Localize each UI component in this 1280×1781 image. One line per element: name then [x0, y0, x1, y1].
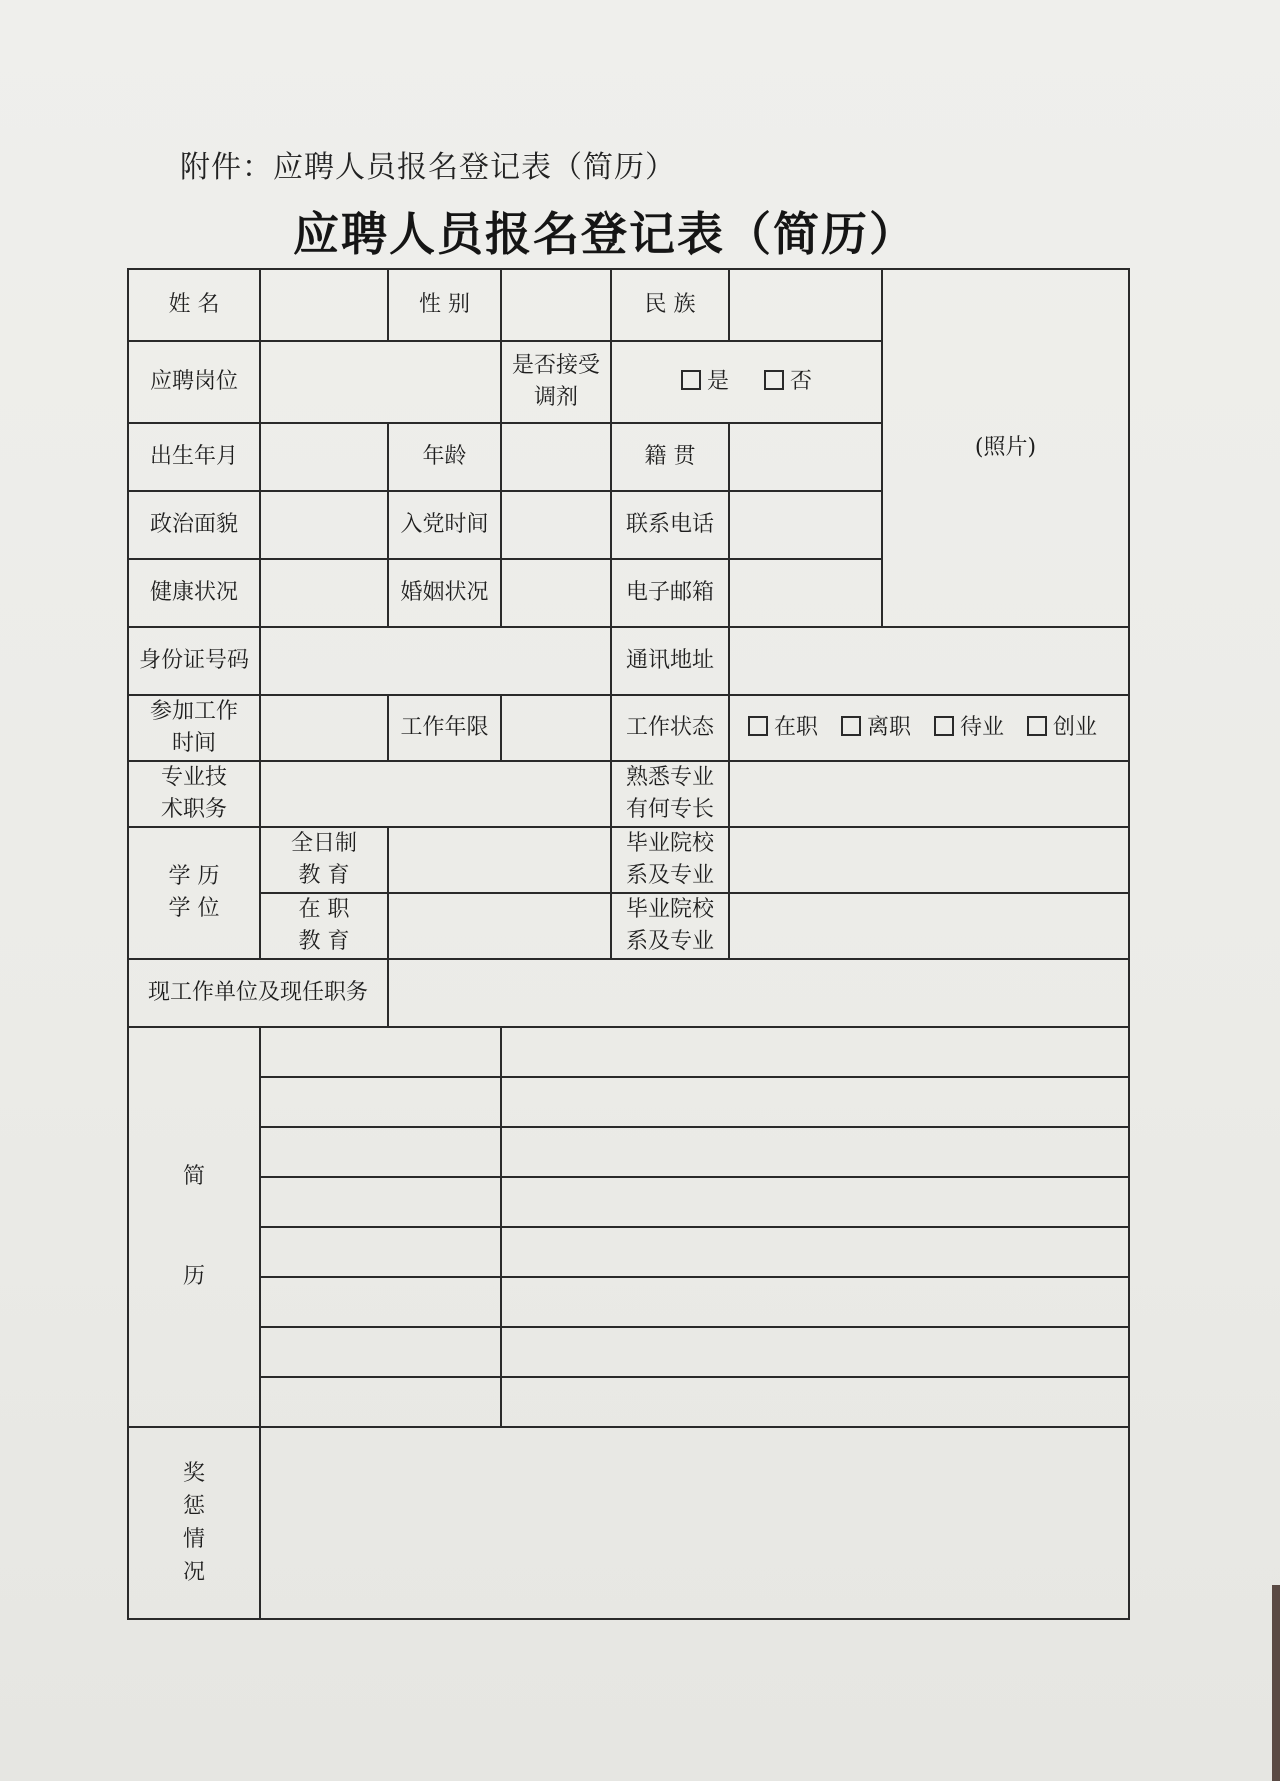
label-political: 政治面貌: [128, 491, 260, 559]
label-fulltime-edu: 全日制 教 育: [260, 827, 388, 893]
form-title: 应聘人员报名登记表（简历）: [293, 207, 917, 261]
resume-period-3[interactable]: [260, 1127, 501, 1177]
field-awards[interactable]: [260, 1427, 1129, 1619]
label-birth: 出生年月: [128, 423, 260, 491]
label-awards: 奖 惩 情 况: [128, 1427, 260, 1619]
field-native-place[interactable]: [729, 423, 882, 491]
resume-entry-8[interactable]: [501, 1377, 1129, 1427]
checkbox-startup[interactable]: [1027, 716, 1047, 736]
resume-period-1[interactable]: [260, 1027, 501, 1077]
field-email[interactable]: [729, 559, 882, 627]
resume-entry-3[interactable]: [501, 1127, 1129, 1177]
resume-entry-1[interactable]: [501, 1027, 1129, 1077]
resume-entry-2[interactable]: [501, 1077, 1129, 1127]
resume-entry-7[interactable]: [501, 1327, 1129, 1377]
status-option-resigned[interactable]: 离职: [841, 712, 911, 744]
label-school-inservice: 毕业院校 系及专业: [611, 893, 729, 959]
field-health[interactable]: [260, 559, 388, 627]
status-option-unemployed[interactable]: 待业: [934, 712, 1004, 744]
resume-period-4[interactable]: [260, 1177, 501, 1227]
resume-entry-4[interactable]: [501, 1177, 1129, 1227]
label-gender: 性 别: [388, 269, 501, 341]
field-school-fulltime[interactable]: [729, 827, 1129, 893]
field-phone[interactable]: [729, 491, 882, 559]
accept-transfer-options: [611, 341, 882, 423]
field-age[interactable]: [501, 423, 611, 491]
label-ethnicity: 民 族: [611, 269, 729, 341]
field-inservice-edu[interactable]: [388, 893, 611, 959]
field-work-years[interactable]: [501, 695, 611, 761]
field-current-job[interactable]: [388, 959, 1129, 1027]
work-status-options: [729, 695, 1129, 761]
label-school-fulltime: 毕业院校 系及专业: [611, 827, 729, 893]
resume-period-6[interactable]: [260, 1277, 501, 1327]
status-option-employed[interactable]: 在职: [748, 712, 818, 744]
option-yes[interactable]: 是: [681, 366, 729, 398]
page-edge-shadow: [1272, 1585, 1280, 1781]
resume-period-5[interactable]: [260, 1227, 501, 1277]
resume-period-7[interactable]: [260, 1327, 501, 1377]
field-marital[interactable]: [501, 559, 611, 627]
field-familiar[interactable]: [729, 761, 1129, 827]
field-position[interactable]: [260, 341, 501, 423]
label-education: 学 历 学 位: [128, 827, 260, 959]
field-tech-title[interactable]: [260, 761, 611, 827]
label-position: 应聘岗位: [128, 341, 260, 423]
field-party-date[interactable]: [501, 491, 611, 559]
checkbox-no[interactable]: [764, 370, 784, 390]
field-address[interactable]: [729, 627, 1129, 695]
resume-period-2[interactable]: [260, 1077, 501, 1127]
field-gender[interactable]: [501, 269, 611, 341]
checkbox-resigned[interactable]: [841, 716, 861, 736]
label-resume: 简 历: [128, 1027, 260, 1427]
label-age: 年龄: [388, 423, 501, 491]
field-id-number[interactable]: [260, 627, 611, 695]
photo-box: [882, 269, 1129, 627]
label-email: 电子邮箱: [611, 559, 729, 627]
label-address: 通讯地址: [611, 627, 729, 695]
label-id-number: 身份证号码: [128, 627, 260, 695]
label-current-job: 现工作单位及现任职务: [128, 959, 388, 1027]
label-familiar: 熟悉专业 有何专长: [611, 761, 729, 827]
resume-entry-6[interactable]: [501, 1277, 1129, 1327]
field-name[interactable]: [260, 269, 388, 341]
label-health: 健康状况: [128, 559, 260, 627]
label-inservice-edu: 在 职 教 育: [260, 893, 388, 959]
checkbox-yes[interactable]: [681, 370, 701, 390]
field-fulltime-edu[interactable]: [388, 827, 611, 893]
label-party-date: 入党时间: [388, 491, 501, 559]
registration-form-table: [127, 268, 1130, 1620]
option-no[interactable]: 否: [764, 366, 812, 398]
field-ethnicity[interactable]: [729, 269, 882, 341]
checkbox-unemployed[interactable]: [934, 716, 954, 736]
field-birth[interactable]: [260, 423, 388, 491]
resume-period-8[interactable]: [260, 1377, 501, 1427]
field-school-inservice[interactable]: [729, 893, 1129, 959]
resume-entry-5[interactable]: [501, 1227, 1129, 1277]
label-native-place: 籍 贯: [611, 423, 729, 491]
status-option-startup[interactable]: 创业: [1027, 712, 1097, 744]
label-work-status: 工作状态: [611, 695, 729, 761]
field-political[interactable]: [260, 491, 388, 559]
label-work-start: 参加工作 时间: [128, 695, 260, 761]
label-marital: 婚姻状况: [388, 559, 501, 627]
label-work-years: 工作年限: [388, 695, 501, 761]
attachment-caption: 附件：应聘人员报名登记表（简历）: [180, 150, 676, 185]
label-tech-title: 专业技 术职务: [128, 761, 260, 827]
label-phone: 联系电话: [611, 491, 729, 559]
field-work-start[interactable]: [260, 695, 388, 761]
checkbox-employed[interactable]: [748, 716, 768, 736]
label-name: 姓 名: [128, 269, 260, 341]
photo-label: (照片): [974, 435, 1037, 460]
label-accept-transfer: 是否接受 调剂: [501, 341, 611, 423]
